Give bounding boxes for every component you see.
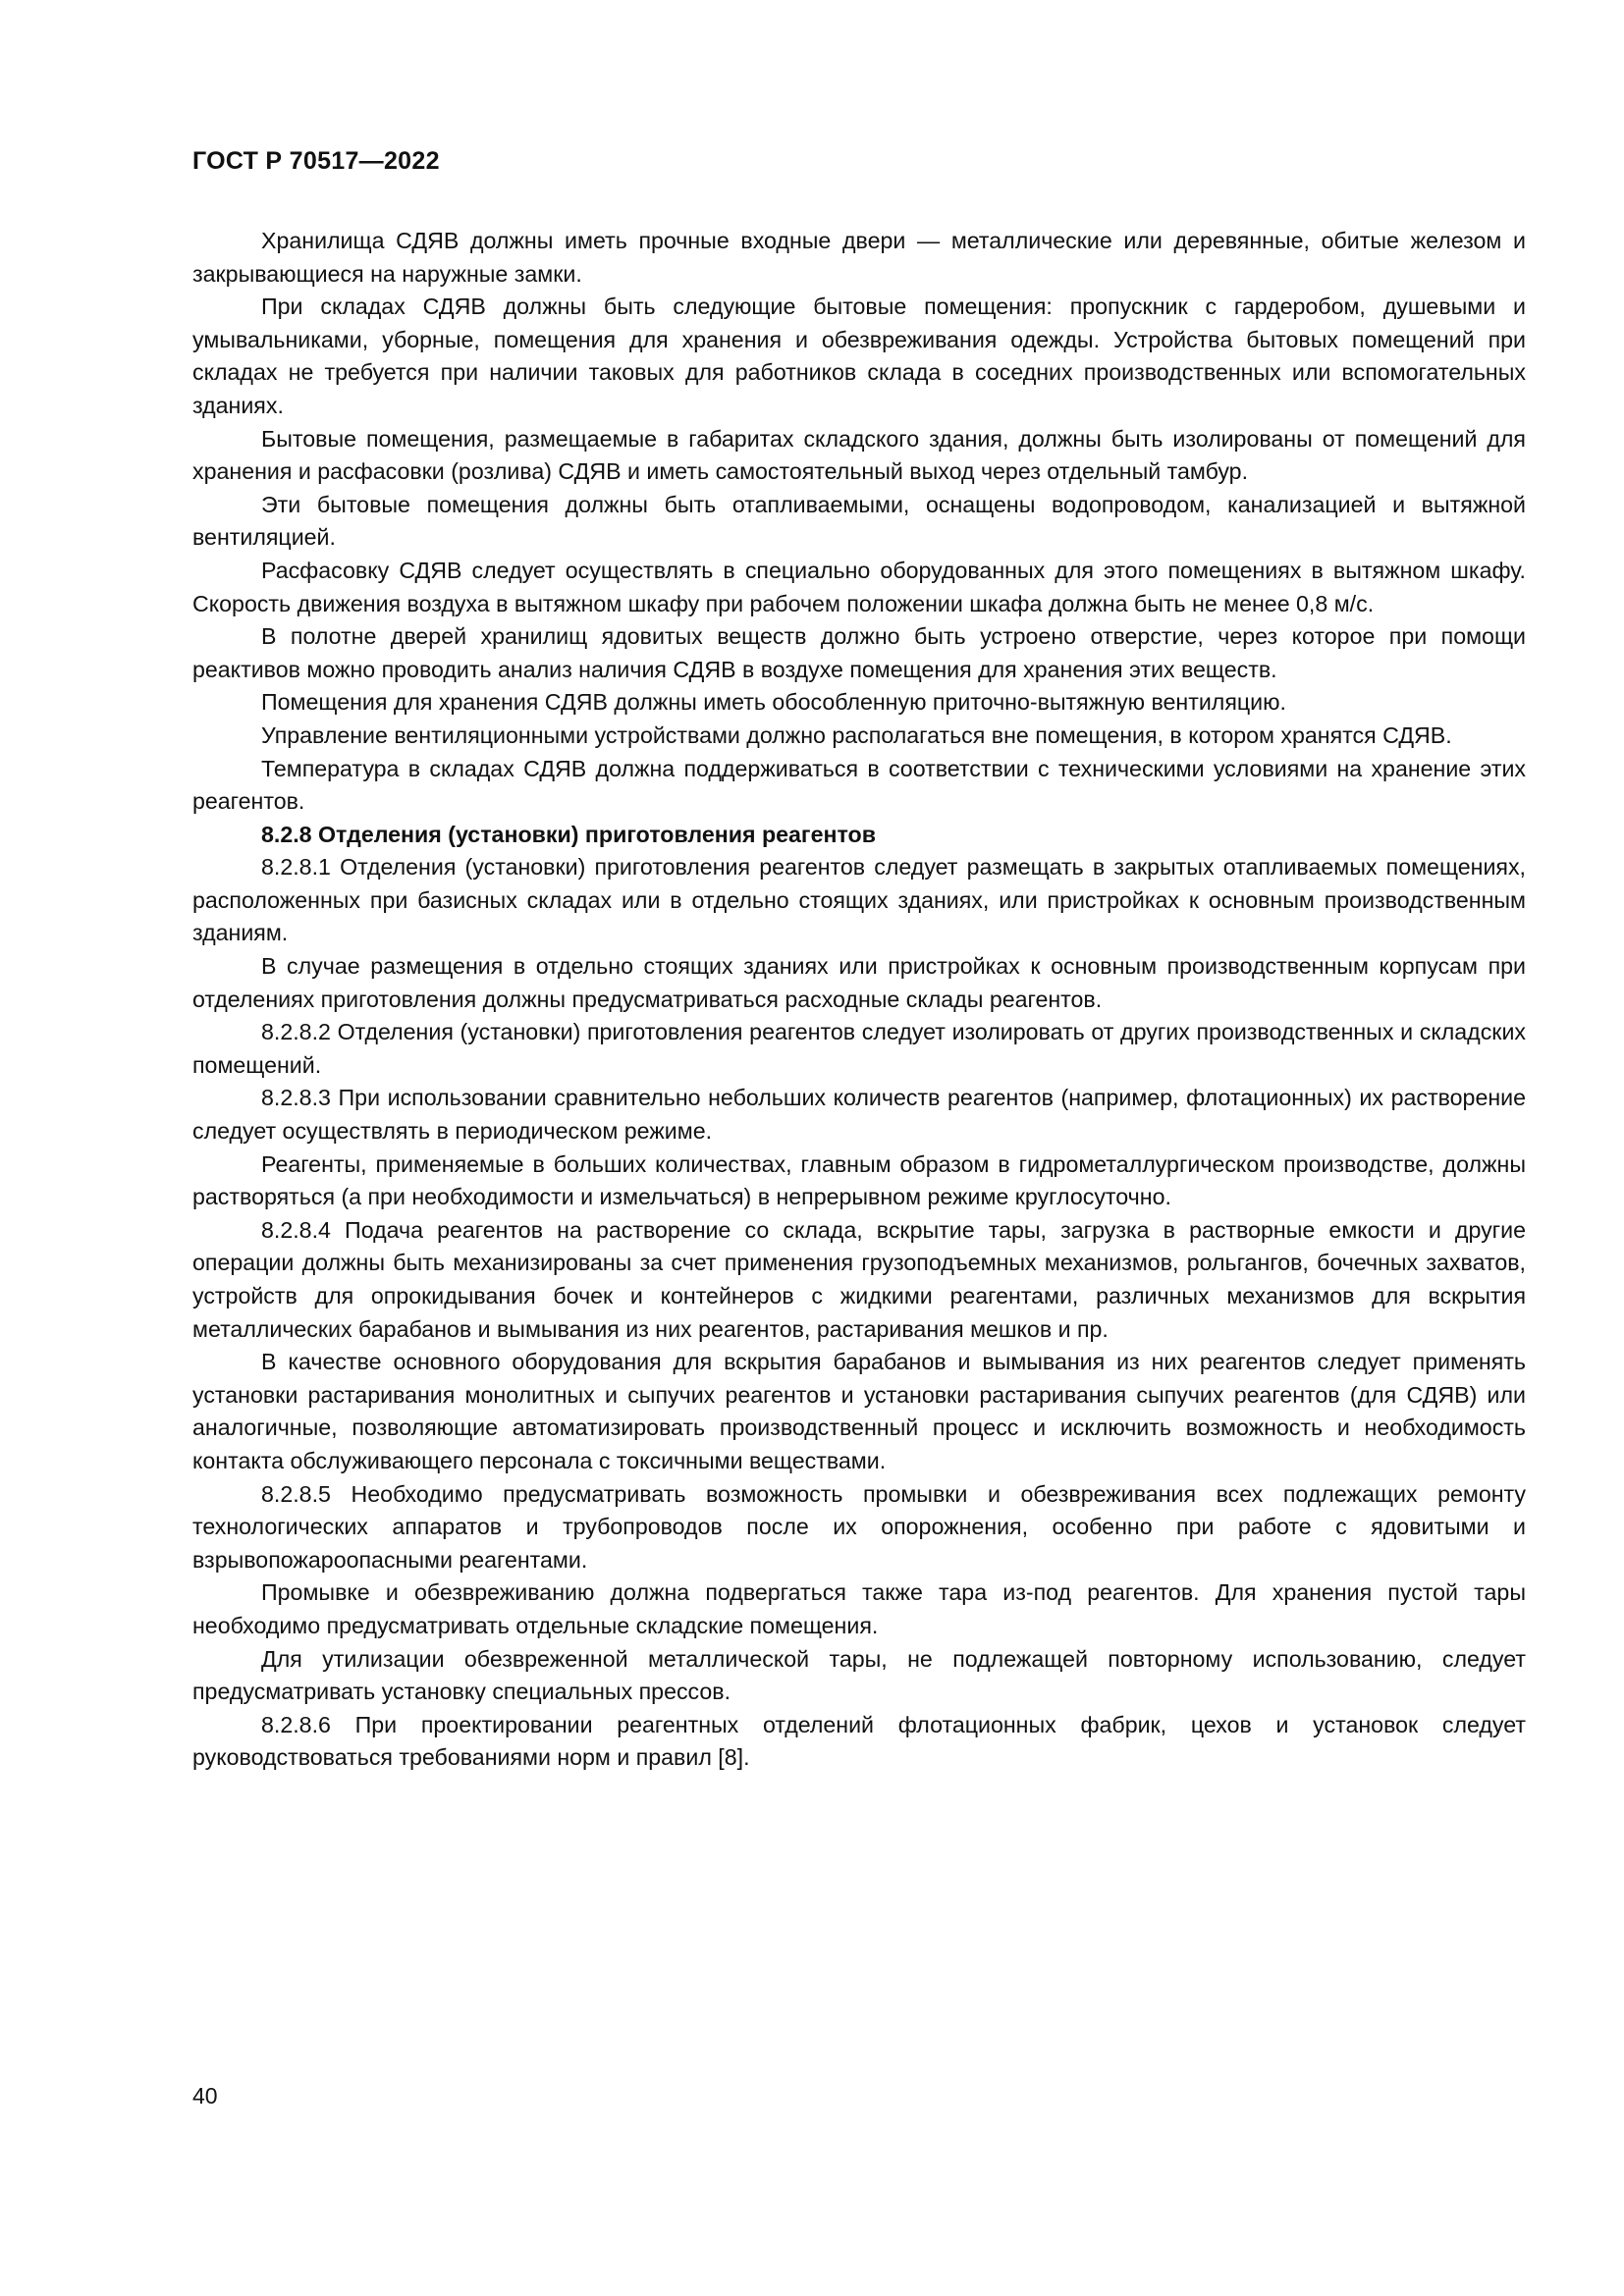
document-body	[192, 225, 1526, 1775]
body-paragraph: 8.2.8.5 Необходимо предусматривать возможность промывки и обезвреживания всех подлежащих ремонту технологических аппаратов и трубопроводов после их опорожнения, особенно при работе с ядовитыми и взрывопожароопасными реагентами.	[192, 1480, 1526, 1573]
body-paragraph: Расфасовку СДЯВ следует осуществлять в специально оборудованных для этого помещениях в вытяжном шкафу. Скорость движения воздуха в вытяжном шкафу при рабочем положении шкафа должна быть не менее 0,8 м/с.	[192, 557, 1526, 616]
body-paragraph: 8.2.8.6 При проектировании реагентных отделений флотационных фабрик, цехов и установок следует руководствоваться требованиями норм и правил [8].	[192, 1711, 1526, 1771]
body-paragraph: Температура в складах СДЯВ должна поддерживаться в соответствии с техническими условиями на хранение этих реагентов.	[192, 755, 1526, 815]
body-paragraph: Управление вентиляционными устройствами должно располагаться вне помещения, в котором хранятся СДЯВ.	[261, 721, 1452, 748]
body-paragraph: Бытовые помещения, размещаемые в габаритах складского здания, должны быть изолированы от помещений для хранения и расфасовки (розлива) СДЯВ и иметь самостоятельный выход через отдельный тамбур.	[192, 425, 1526, 485]
body-paragraph: Хранилища СДЯВ должны иметь прочные входные двери — металлические или деревянные, обитые железом и закрывающиеся на наружные замки.	[192, 228, 1526, 287]
body-paragraph: Промывке и обезвреживанию должна подвергаться также тара из-под реагентов. Для хранения пустой тары необходимо предусматривать отдельные складские помещения.	[192, 1579, 1526, 1638]
body-paragraph: 8.2.8.1 Отделения (установки) приготовления реагентов следует размещать в закрытых отапливаемых помещениях, расположенных при базисных складах или в отдельно стоящих зданиях, или пристройках к основным производственным зданиям.	[192, 854, 1526, 946]
body-paragraph: 8.2.8.3 При использовании сравнительно небольших количеств реагентов (например, флотационных) их растворение следует осуществлять в периодическом режиме.	[192, 1085, 1526, 1145]
body-paragraph: Для утилизации обезвреженной металлической тары, не подлежащей повторному использованию, следует предусматривать установку специальных прессов.	[192, 1645, 1526, 1705]
body-paragraph: Эти бытовые помещения должны быть отапливаемыми, оснащены водопроводом, канализацией и вытяжной вентиляцией.	[192, 491, 1526, 551]
body-paragraph: Реагенты, применяемые в больших количествах, главным образом в гидрометаллургическом производстве, должны растворяться (а при необходимости и измельчаться) в непрерывном режиме круглосуточно.	[192, 1150, 1526, 1210]
body-paragraph: 8.2.8.2 Отделения (установки) приготовления реагентов следует изолировать от других производственных и складских помещений.	[192, 1019, 1526, 1078]
body-paragraph: Помещения для хранения СДЯВ должны иметь обособленную приточно-вытяжную вентиляцию.	[261, 689, 1286, 716]
section-heading: 8.2.8 Отделения (установки) приготовления реагентов	[261, 821, 876, 847]
body-paragraph: В случае размещения в отдельно стоящих зданиях или пристройках к основным производственным корпусам при отделениях приготовления должны предусматриваться расходные склады реагентов.	[192, 953, 1526, 1012]
body-paragraph: 8.2.8.4 Подача реагентов на растворение со склада, вскрытие тары, загрузка в растворные емкости и другие операции должны быть механизированы за счет применения грузоподъемных механизмов, рольгангов, бочечных захватов, устройств для опрокидывания бочек и контейнеров с жидкими реагентами, различных механизмов для вскрытия металлических барабанов и вымывания из них реагентов, растаривания мешков и пр.	[192, 1216, 1526, 1342]
body-paragraph: В полотне дверей хранилищ ядовитых веществ должно быть устроено отверстие, через которое при помощи реактивов можно проводить анализ наличия СДЯВ в воздухе помещения для хранения этих веществ.	[192, 623, 1526, 682]
page-number: 40	[192, 2083, 218, 2109]
body-paragraph: В качестве основного оборудования для вскрытия барабанов и вымывания из них реагентов следует применять установки растаривания монолитных и сыпучих реагентов и установки растаривания сыпучих реагентов (для СДЯВ) или аналогичные, позволяющие автоматизировать производственный процесс и исключить возможность и необходимость контакта обслуживающего персонала с токсичными веществами.	[192, 1349, 1526, 1473]
document-header: ГОСТ Р 70517—2022	[192, 147, 440, 175]
body-paragraph: При складах СДЯВ должны быть следующие бытовые помещения: пропускник с гардеробом, душевыми и умывальниками, уборные, помещения для хранения и обезвреживания одежды. Устройства бытовых помещений при складах не требуется при наличии таковых для работников склада в соседних производственных или вспомогательных зданиях.	[192, 294, 1526, 418]
